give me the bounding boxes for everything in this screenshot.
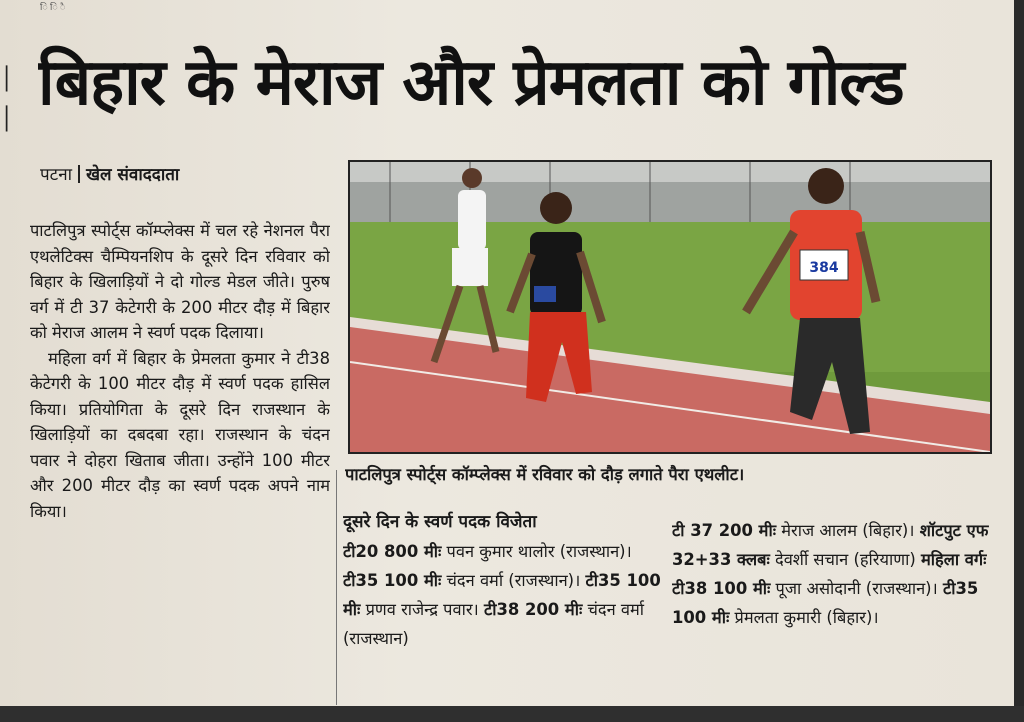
column-divider (336, 470, 337, 705)
article-paragraph-2: महिला वर्ग में बिहार के प्रेमलता कुमार ने टी38 केटेगरी के 100 मीटर दौड़ में स्वर्ण पदक हासिल किया। प्रतियोगिता के दूसरे दिन राजस्थान के खिलाड़ियों का दबदबा रहा। राजस्थान के चंदन पवार ने दोहरा खिताब जीता। उन्होंने 100 मीटर और 200 मीटर दौड़ का स्वर्ण पदक अपने नाम किया। (30, 348, 330, 521)
athletes-running-photo (350, 162, 990, 452)
photo-caption: पाटलिपुत्र स्पोर्ट्स कॉम्प्लेक्स में रविवार को दौड़ लगाते पैरा एथलीट। (345, 465, 745, 484)
results-box-left (343, 508, 661, 698)
result-text: देवर्शी सचान (हरियाणा) (769, 550, 921, 569)
headline: बिहार के मेराज और प्रेमलता को गोल्ड (38, 46, 904, 120)
result-text: पवन कुमार थालोर (राजस्थान)। (441, 542, 632, 561)
result-label: शॉटपुट एफ 32+33 क्लबः (672, 521, 989, 569)
right-page-edge (1014, 0, 1024, 722)
bib-number: 384 (809, 260, 839, 276)
left-edge-fragment: │ │ (0, 67, 14, 132)
byline-place: पटना (40, 165, 73, 185)
results-title: दूसरे दिन के स्वर्ण पदक विजेता (343, 512, 537, 532)
bottom-shadow-band (0, 706, 1024, 722)
result-label: टी 37 200 मीः (672, 521, 777, 540)
result-text: पूजा असोदानी (राजस्थान)। (770, 579, 943, 598)
article-paragraph-1: पाटलिपुत्र स्पोर्ट्स कॉम्प्लेक्स में चल रहे नेशनल पैरा एथलेटिक्स चैम्पियनशिप के दूसरे दिन रविवार को बिहार के खिलाड़ियों ने दो गोल्ड मेडल जीते। पुरुष वर्ग में टी 37 केटेगरी के 200 मीटर दौड़ में बिहार को मेराज आलम ने स्वर्ण पदक दिलाया। (30, 221, 330, 342)
news-photo (348, 160, 992, 454)
result-label: टी38 200 मीः (483, 600, 583, 619)
result-label: टी20 800 मीः (343, 542, 442, 561)
byline (40, 162, 340, 188)
result-text: चंदन वर्मा (राजस्थान)। (441, 571, 586, 590)
byline-reporter: खेल संवाददाता (86, 165, 180, 185)
result-label: महिला वर्गः टी38 100 मीः (672, 550, 987, 598)
result-text: प्रणव राजेन्द्र पवार। (360, 600, 484, 619)
result-label: टी35 100 मीः (343, 571, 442, 590)
result-text: चंदन वर्मा (राजस्थान) (343, 600, 645, 648)
result-text: मेराज आलम (बिहार)। (776, 521, 920, 540)
top-cut-text: ि ि ै (40, 3, 66, 10)
result-text: प्रेमलता कुमारी (बिहार)। (729, 608, 879, 627)
article-body (30, 218, 330, 688)
result-label: टी35 100 मीः (343, 571, 661, 619)
result-label: टी35 100 मीः (672, 579, 979, 627)
results-box-right (672, 516, 990, 706)
byline-separator (78, 165, 80, 183)
